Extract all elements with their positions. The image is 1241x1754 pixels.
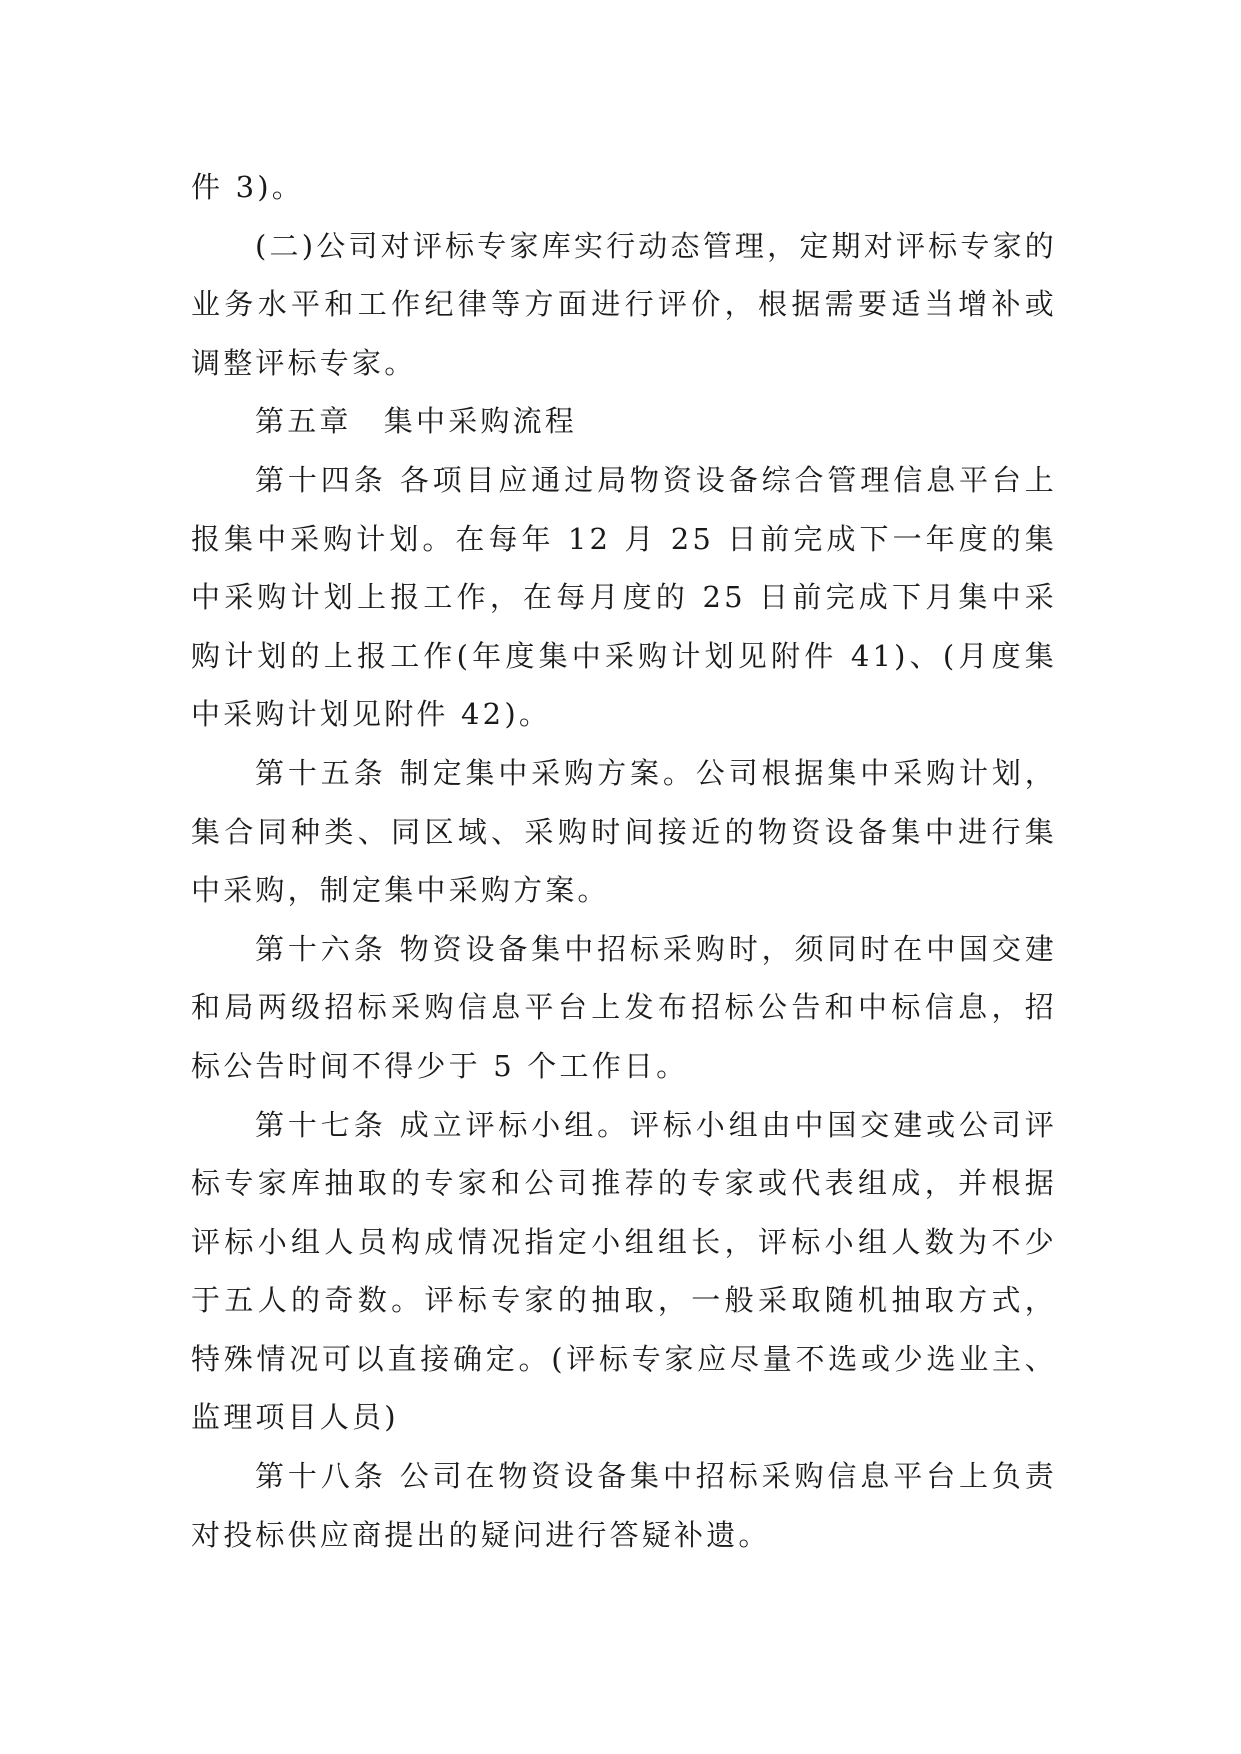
- paragraph-expert-management: (二)公司对评标专家库实行动态管理，定期对评标专家的业务水平和工作纪律等方面进行评价，根据需要适当增补或调整评标专家。: [191, 228, 1057, 380]
- article-17: 第十七条 成立评标小组。评标小组由中国交建或公司评标专家库抽取的专家和公司推荐的专家或代表组成，并根据评标小组人员构成情况指定小组组长，评标小组人数为不少于五人的奇数。评标专家的抽取，一般采取随机抽取方式，特殊情况可以直接确定。(评标专家应尽量不选或少选业主、监理项目人员): [191, 1107, 1057, 1435]
- article-15: 第十五条 制定集中采购方案。公司根据集中采购计划，集合同种类、同区域、采购时间接近的物资设备集中进行集中采购，制定集中采购方案。: [191, 755, 1057, 908]
- article-14: 第十四条 各项目应通过局物资设备综合管理信息平台上报集中采购计划。在每年 12 月 25 日前完成下一年度的集中采购计划上报工作，在每月度的 25 日前完成下月集中采购计划的上报工作(年度集中采购计划见附件 41)、(月度集中采购计划见附件 42)。: [191, 462, 1057, 732]
- article-18: 第十八条 公司在物资设备集中招标采购信息平台上负责对投标供应商提出的疑问进行答疑补遗。: [191, 1459, 1057, 1552]
- chapter-heading: 第五章 集中采购流程: [255, 404, 578, 439]
- paragraph-continuation: 件 3)。: [191, 170, 304, 204]
- document-body: [191, 158, 1057, 1564]
- article-16: 第十六条 物资设备集中招标采购时，须同时在中国交建和局两级招标采购信息平台上发布招标公告和中标信息，招标公告时间不得少于 5 个工作日。: [191, 931, 1057, 1083]
